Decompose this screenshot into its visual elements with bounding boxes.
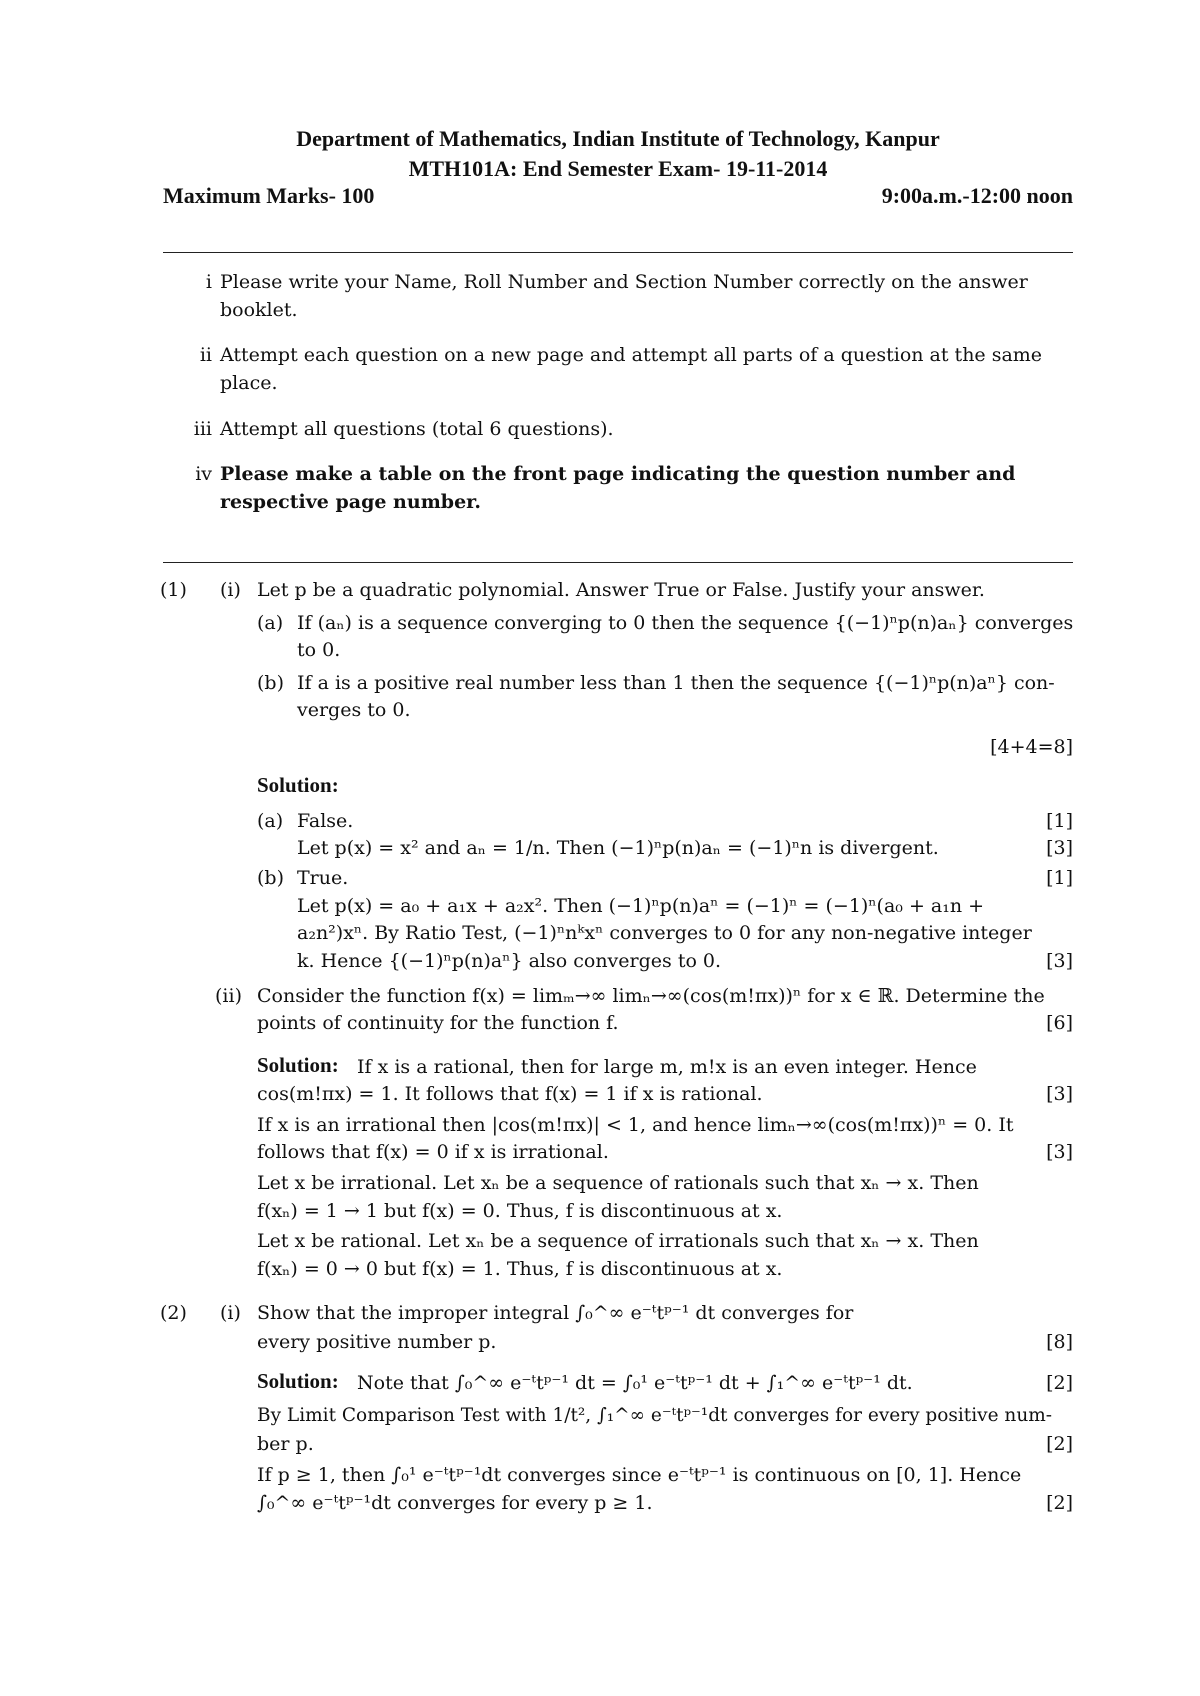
solution-text: Let p(x) = a₀ + a₁x + a₂x². Then (−1)ⁿp(n)aⁿ = (−1)ⁿ = (−1)ⁿ(a₀ + a₁n + (297, 895, 985, 917)
solution-text: follows that f(x) = 0 if x is irrational. (257, 1141, 609, 1163)
marks-label: [6] (1046, 1012, 1073, 1034)
solution-text: Let x be rational. Let xₙ be a sequence of irrationals such that xₙ → x. Then (257, 1230, 979, 1252)
solution-text: False. (297, 810, 354, 832)
header-exam-title: MTH101A: End Semester Exam- 19-11-2014 (408, 156, 828, 181)
instruction-number: i (205, 271, 212, 293)
header-max-marks: Maximum Marks- 100 (163, 183, 375, 208)
instruction-number: iii (193, 418, 212, 440)
marks-label: [8] (1046, 1331, 1073, 1353)
question-number: (1) (160, 579, 187, 601)
instruction-text: Attempt each question on a new page and attempt all parts of a question at the same (220, 344, 1043, 366)
subpart-text: verges to 0. (297, 699, 411, 721)
part-label: (ii) (215, 985, 242, 1007)
subpart-text: to 0. (297, 639, 341, 661)
solution-text: By Limit Comparison Test with 1/t², ∫₁^∞ e⁻ᵗtᵖ⁻¹dt converges for every positive num- (257, 1405, 1053, 1426)
subpart-text: If a is a positive real number less than 1 then the sequence {(−1)ⁿp(n)aⁿ} con- (297, 672, 1055, 694)
question-statement: points of continuity for the function f. (257, 1012, 619, 1034)
instruction-number: ii (199, 344, 212, 366)
solution-label: (a) (257, 810, 284, 832)
solution-text: cos(m!πx) = 1. It follows that f(x) = 1 if x is rational. (257, 1083, 763, 1105)
solution-label: (b) (257, 867, 284, 889)
marks-label: [2] (1046, 1492, 1073, 1514)
part-label: (i) (220, 579, 241, 601)
marks-label: [1] (1046, 810, 1073, 832)
solution-text: Let x be irrational. Let xₙ be a sequence of rationals such that xₙ → x. Then (257, 1172, 979, 1194)
question-statement: every positive number p. (257, 1331, 497, 1353)
header-department: Department of Mathematics, Indian Institute of Technology, Kanpur (296, 126, 940, 151)
marks-label: [3] (1046, 837, 1073, 859)
marks-label: [3] (1046, 950, 1073, 972)
instruction-text: Attempt all questions (total 6 questions). (220, 418, 614, 440)
subpart-label: (b) (257, 672, 284, 694)
solution-heading: Solution: (257, 1053, 339, 1077)
instruction-text: booklet. (220, 299, 298, 321)
solution-text: f(xₙ) = 1 → 1 but f(x) = 0. Thus, f is discontinuous at x. (257, 1200, 783, 1222)
solution-text: a₂n²)xⁿ. By Ratio Test, (−1)ⁿnᵏxⁿ converges to 0 for any non-negative integer (297, 922, 1032, 944)
question-statement: Show that the improper integral ∫₀^∞ e⁻ᵗtᵖ⁻¹ dt converges for (257, 1302, 854, 1324)
question-statement: Let p be a quadratic polynomial. Answer True or False. Justify your answer. (257, 579, 985, 601)
solution-heading: Solution: (257, 773, 339, 797)
solution-text: k. Hence {(−1)ⁿp(n)aⁿ} also converges to 0. (297, 950, 722, 972)
part-label: (i) (220, 1302, 241, 1324)
marks-label: [3] (1046, 1141, 1073, 1163)
marks-label: [2] (1046, 1433, 1073, 1455)
solution-text: Let p(x) = x² and aₙ = 1/n. Then (−1)ⁿp(n)aₙ = (−1)ⁿn is divergent. (297, 837, 939, 859)
solution-text: True. (297, 867, 349, 889)
solution-text: ∫₀^∞ e⁻ᵗtᵖ⁻¹dt converges for every p ≥ 1. (257, 1492, 653, 1514)
solution-text: If x is an irrational then |cos(m!πx)| < 1, and hence limₙ→∞(cos(m!πx))ⁿ = 0. It (257, 1114, 1014, 1136)
instruction-text: Please write your Name, Roll Number and Section Number correctly on the answer (220, 271, 1028, 293)
marks-label: [4+4=8] (990, 736, 1073, 758)
divider-bottom (163, 562, 1073, 563)
solution-text: If x is a rational, then for large m, m!x is an even integer. Hence (357, 1056, 977, 1078)
instruction-number: iv (195, 463, 212, 485)
header-time: 9:00a.m.-12:00 noon (881, 183, 1073, 208)
marks-label: [3] (1046, 1083, 1073, 1105)
marks-label: [1] (1046, 867, 1073, 889)
question-number: (2) (160, 1302, 187, 1324)
solution-text: If p ≥ 1, then ∫₀¹ e⁻ᵗtᵖ⁻¹dt converges since e⁻ᵗtᵖ⁻¹ is continuous on [0, 1]. Hence (257, 1464, 1022, 1486)
subpart-text: If (aₙ) is a sequence converging to 0 then the sequence {(−1)ⁿp(n)aₙ} converges (297, 612, 1074, 634)
divider-top (163, 252, 1073, 253)
solution-text: ber p. (257, 1433, 314, 1455)
instruction-text: Please make a table on the front page indicating the question number and (220, 463, 1016, 485)
question-statement: Consider the function f(x) = limₘ→∞ limₙ→∞(cos(m!πx))ⁿ for x ∈ ℝ. Determine the (257, 985, 1045, 1007)
instruction-text: respective page number. (220, 491, 482, 513)
subpart-label: (a) (257, 612, 284, 634)
instruction-text: place. (220, 372, 278, 394)
solution-text: f(xₙ) = 0 → 0 but f(x) = 1. Thus, f is discontinuous at x. (257, 1258, 783, 1280)
marks-label: [2] (1046, 1372, 1073, 1394)
solution-text: Note that ∫₀^∞ e⁻ᵗtᵖ⁻¹ dt = ∫₀¹ e⁻ᵗtᵖ⁻¹ dt + ∫₁^∞ e⁻ᵗtᵖ⁻¹ dt. (357, 1372, 913, 1394)
solution-heading: Solution: (257, 1369, 339, 1393)
